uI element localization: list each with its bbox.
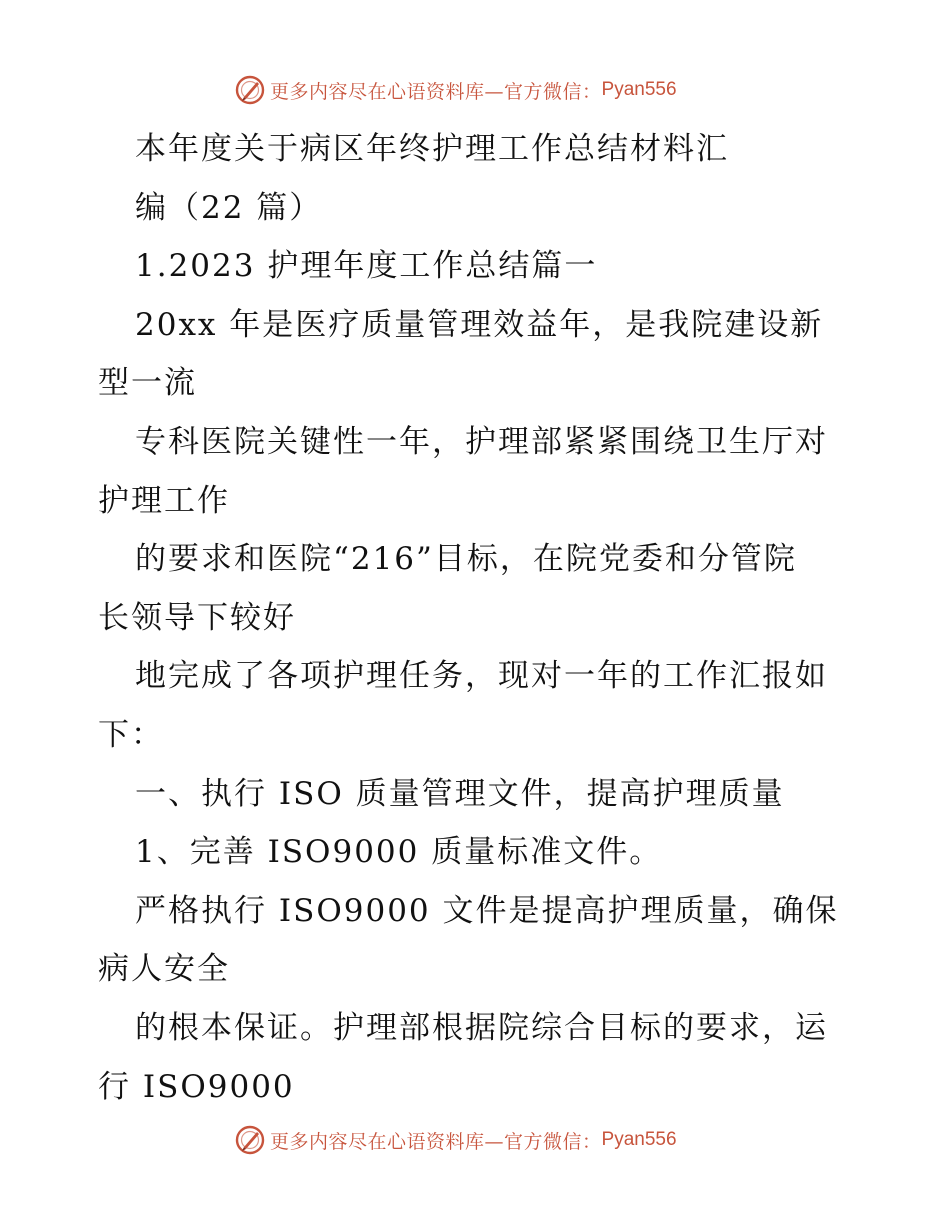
text-line: 1.2023 护理年度工作总结篇一 <box>135 248 598 285</box>
text-line: 病人安全 <box>98 951 230 988</box>
watermark-handle: Pyan556 <box>601 1129 677 1150</box>
watermark-handle: Pyan556 <box>601 79 677 100</box>
text-line: 护理工作 <box>98 482 230 519</box>
text-line: 的根本保证。护理部根据院综合目标的要求，运 <box>135 1009 828 1046</box>
footer-watermark <box>234 1122 677 1158</box>
text-line: 长领导下较好 <box>98 599 296 636</box>
quill-pen-logo-icon <box>234 1124 266 1156</box>
document-body <box>98 120 888 1116</box>
text-line: 行 ISO9000 <box>98 1068 295 1105</box>
text-line: 的要求和医院“216”目标，在院党委和分管院 <box>135 541 797 578</box>
text-line: 1、完善 ISO9000 质量标准文件。 <box>135 834 663 871</box>
text-line: 20xx 年是医疗质量管理效益年，是我院建设新 <box>135 306 824 343</box>
quill-pen-logo-icon <box>234 74 266 106</box>
text-line: 专科医院关键性一年，护理部紧紧围绕卫生厅对 <box>135 423 828 460</box>
watermark-text: 更多内容尽在心语资料库—官方微信： <box>270 80 602 103</box>
text-line: 编（22 篇） <box>135 189 323 226</box>
header-watermark <box>234 72 677 108</box>
text-line: 下： <box>98 716 164 753</box>
watermark-text: 更多内容尽在心语资料库—官方微信： <box>270 1130 602 1153</box>
text-line: 本年度关于病区年终护理工作总结材料汇 <box>135 131 729 167</box>
text-line: 型一流 <box>98 365 197 402</box>
text-line: 地完成了各项护理任务，现对一年的工作汇报如 <box>135 658 828 695</box>
text-line: 严格执行 ISO9000 文件是提高护理质量，确保 <box>135 892 839 929</box>
text-line: 一、执行 ISO 质量管理文件，提高护理质量 <box>135 775 785 812</box>
